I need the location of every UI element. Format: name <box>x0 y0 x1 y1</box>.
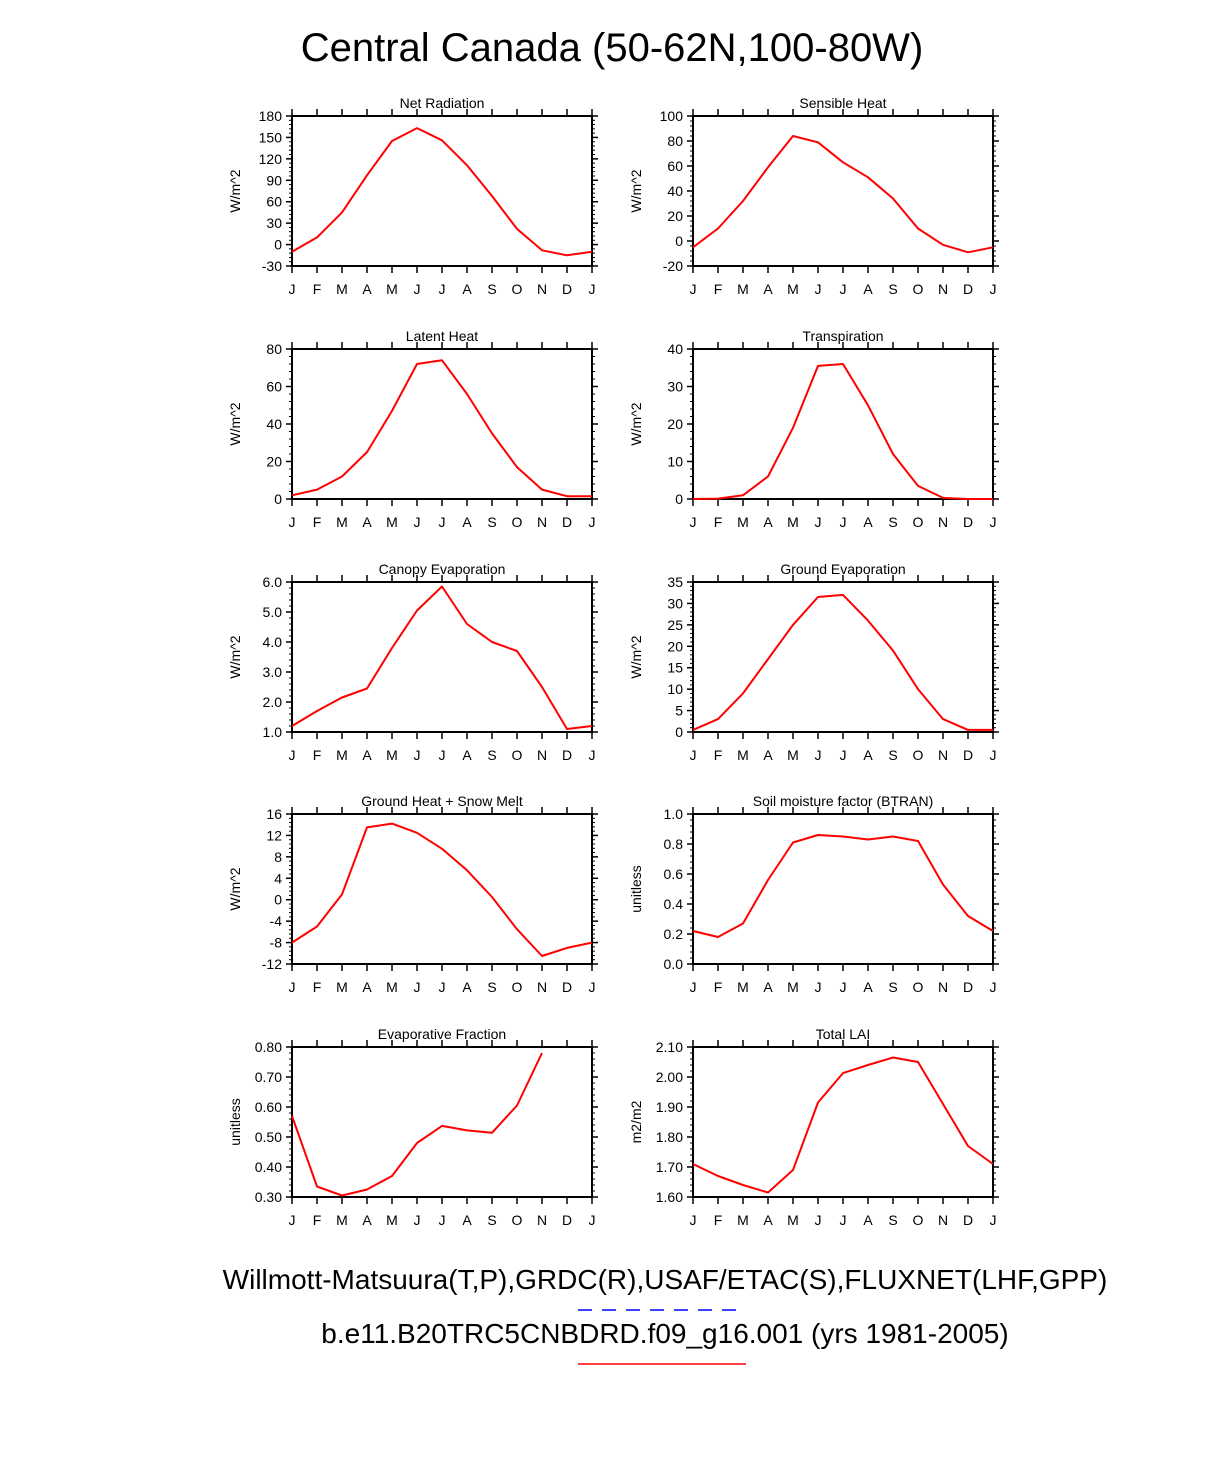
model-series-line <box>292 1053 542 1196</box>
panel-title: Sensible Heat <box>799 95 887 111</box>
x-tick-label: D <box>962 979 974 995</box>
x-tick-label: N <box>536 1212 548 1228</box>
y-tick-label: 4.0 <box>262 634 282 650</box>
x-tick-label: M <box>737 1212 749 1228</box>
x-tick-label: M <box>787 1212 799 1228</box>
x-tick-label: D <box>561 514 573 530</box>
model-series-line <box>693 595 993 730</box>
x-tick-label: F <box>312 979 322 995</box>
x-tick-label: A <box>462 514 472 530</box>
x-tick-label: J <box>989 747 997 763</box>
plot-frame <box>693 116 993 266</box>
x-tick-label: F <box>312 281 322 297</box>
panel-transpiration <box>628 328 999 530</box>
x-tick-label: D <box>561 1212 573 1228</box>
x-tick-label: J <box>839 979 847 995</box>
x-tick-label: M <box>386 747 398 763</box>
y-tick-label: 15 <box>667 659 683 676</box>
x-tick-label: M <box>386 979 398 995</box>
y-tick-label: 0.70 <box>254 1069 282 1085</box>
x-tick-label: J <box>814 514 822 530</box>
x-tick-label: M <box>737 747 749 763</box>
x-tick-label: J <box>814 747 822 763</box>
x-tick-label: J <box>588 1212 596 1228</box>
x-tick-label: D <box>561 979 573 995</box>
x-tick-label: S <box>487 1212 497 1228</box>
x-tick-label: M <box>336 281 348 297</box>
y-axis-label: W/m^2 <box>227 402 243 446</box>
y-tick-label: 20 <box>667 416 683 432</box>
panel-soil-moisture-factor-btran- <box>628 793 999 995</box>
x-tick-label: A <box>763 1212 773 1228</box>
x-tick-label: A <box>763 281 773 297</box>
y-tick-label: 0.50 <box>254 1129 282 1145</box>
panel-title: Transpiration <box>802 328 884 344</box>
x-tick-label: M <box>737 979 749 995</box>
y-tick-label: 20 <box>667 208 683 224</box>
model-legend-label: b.e11.B20TRC5CNBDRD.f09_g16.001 (yrs 1981-2005) <box>321 1318 1009 1349</box>
x-tick-label: J <box>588 747 596 763</box>
x-tick-label: J <box>689 1212 697 1228</box>
x-tick-label: N <box>536 514 548 530</box>
x-tick-label: O <box>511 1212 523 1228</box>
y-tick-label: 0 <box>274 236 282 253</box>
x-tick-label: M <box>386 1212 398 1228</box>
panel-title: Soil moisture factor (BTRAN) <box>752 793 934 809</box>
x-tick-label: J <box>814 979 822 995</box>
x-tick-label: M <box>336 747 348 763</box>
y-tick-label: 0.4 <box>663 896 683 912</box>
y-axis-label: unitless <box>628 865 644 913</box>
x-tick-label: S <box>888 747 898 763</box>
x-tick-label: N <box>937 281 949 297</box>
x-tick-label: F <box>312 514 322 530</box>
x-tick-label: J <box>413 747 421 763</box>
y-tick-label: 10 <box>667 681 683 698</box>
x-tick-label: O <box>511 281 523 297</box>
y-tick-label: 6.0 <box>262 574 282 590</box>
x-tick-label: N <box>937 1212 949 1228</box>
y-tick-label: 0 <box>274 891 282 908</box>
y-tick-label: 20 <box>266 453 282 470</box>
model-series-line <box>693 364 993 499</box>
y-tick-label: 0.8 <box>663 836 683 852</box>
model-series-line <box>693 1058 993 1193</box>
panel-title: Ground Evaporation <box>780 561 906 577</box>
y-tick-label: 5.0 <box>262 604 282 620</box>
x-tick-label: S <box>487 514 497 530</box>
y-tick-label: 3.0 <box>262 664 282 680</box>
x-tick-label: M <box>336 1212 348 1228</box>
y-tick-label: 0.30 <box>254 1189 282 1205</box>
model-series-line <box>292 824 592 956</box>
y-tick-label: 40 <box>667 183 683 199</box>
x-tick-label: M <box>336 979 348 995</box>
y-tick-label: 0 <box>274 491 282 507</box>
panel-latent-heat <box>227 328 598 530</box>
x-tick-label: F <box>713 979 723 995</box>
y-tick-label: 0 <box>675 724 683 740</box>
y-tick-label: 0.40 <box>254 1159 282 1175</box>
x-tick-label: J <box>588 514 596 530</box>
y-tick-label: 2.0 <box>262 694 282 710</box>
x-tick-label: S <box>487 747 497 763</box>
y-axis-label: m2/m2 <box>628 1100 644 1144</box>
y-tick-label: 30 <box>266 215 282 232</box>
x-tick-label: J <box>438 747 446 763</box>
y-tick-label: 90 <box>266 172 282 189</box>
y-tick-label: 1.0 <box>262 724 282 740</box>
x-tick-label: D <box>962 747 974 763</box>
x-tick-label: F <box>713 747 723 763</box>
x-tick-label: S <box>487 979 497 995</box>
y-tick-label: 1.80 <box>655 1129 683 1145</box>
x-tick-label: M <box>386 514 398 530</box>
x-tick-label: S <box>888 979 898 995</box>
y-tick-label: 0.60 <box>254 1099 282 1115</box>
x-tick-label: J <box>989 514 997 530</box>
x-tick-label: M <box>386 281 398 297</box>
obs-legend-label: Willmott-Matsuura(T,P),GRDC(R),USAF/ETAC(S),FLUXNET(LHF,GPP) <box>222 1264 1108 1295</box>
x-tick-label: A <box>362 747 372 763</box>
x-tick-label: J <box>839 1212 847 1228</box>
x-tick-label: O <box>912 1212 924 1228</box>
y-tick-label: 60 <box>266 193 282 210</box>
x-tick-label: S <box>888 281 898 297</box>
plot-frame <box>292 116 592 266</box>
x-tick-label: N <box>536 747 548 763</box>
y-tick-label: 12 <box>266 827 282 844</box>
x-tick-label: O <box>912 281 924 297</box>
x-tick-label: A <box>863 281 873 297</box>
x-tick-label: M <box>737 281 749 297</box>
y-tick-label: 10 <box>667 453 683 470</box>
model-series-line <box>292 360 592 496</box>
panel-ground-evaporation <box>628 561 999 763</box>
plot-frame <box>693 349 993 499</box>
y-tick-label: -30 <box>261 258 282 274</box>
x-tick-label: D <box>561 747 573 763</box>
y-tick-label: 2.00 <box>655 1069 683 1085</box>
panel-canopy-evaporation <box>227 561 598 763</box>
y-tick-label: 8 <box>274 848 282 865</box>
x-tick-label: A <box>462 979 472 995</box>
y-tick-label: 100 <box>659 108 683 124</box>
x-tick-label: D <box>962 1212 974 1228</box>
x-tick-label: A <box>462 1212 472 1228</box>
x-tick-label: F <box>713 281 723 297</box>
y-axis-label: W/m^2 <box>227 635 243 679</box>
panel-title: Evaporative Fraction <box>377 1026 507 1042</box>
x-tick-label: N <box>536 281 548 297</box>
x-tick-label: J <box>413 281 421 297</box>
x-tick-label: J <box>288 281 296 297</box>
x-tick-label: A <box>863 1212 873 1228</box>
x-tick-label: J <box>689 514 697 530</box>
panel-evaporative-fraction <box>227 1026 598 1228</box>
y-tick-label: 1.90 <box>655 1099 683 1115</box>
plot-frame <box>292 814 592 964</box>
y-tick-label: 30 <box>667 595 683 612</box>
x-tick-label: J <box>413 514 421 530</box>
x-tick-label: J <box>438 281 446 297</box>
y-tick-label: 0.0 <box>663 956 683 972</box>
y-tick-label: 80 <box>266 341 282 357</box>
y-tick-label: -12 <box>261 956 282 972</box>
panel-total-lai <box>628 1026 999 1228</box>
x-tick-label: O <box>912 979 924 995</box>
y-tick-label: 1.60 <box>655 1189 683 1205</box>
y-axis-label: W/m^2 <box>628 169 644 213</box>
y-tick-label: 30 <box>667 378 683 395</box>
panel-ground-heat-snow-melt <box>227 793 598 995</box>
plot-frame <box>292 1047 592 1197</box>
y-axis-label: W/m^2 <box>628 402 644 446</box>
x-tick-label: A <box>863 514 873 530</box>
x-tick-label: S <box>888 1212 898 1228</box>
x-tick-label: A <box>362 1212 372 1228</box>
x-tick-label: A <box>362 979 372 995</box>
x-tick-label: A <box>863 747 873 763</box>
y-tick-label: -8 <box>269 934 282 951</box>
x-tick-label: O <box>912 514 924 530</box>
x-tick-label: O <box>511 979 523 995</box>
y-axis-label: W/m^2 <box>227 169 243 213</box>
x-tick-label: A <box>462 747 472 763</box>
y-tick-label: 150 <box>258 129 282 146</box>
y-tick-label: 0.6 <box>663 866 683 882</box>
x-tick-label: A <box>362 281 372 297</box>
x-tick-label: J <box>413 979 421 995</box>
panel-net-radiation <box>227 95 598 297</box>
y-tick-label: 60 <box>667 158 683 174</box>
x-tick-label: A <box>863 979 873 995</box>
y-tick-label: 40 <box>667 341 683 357</box>
x-tick-label: S <box>487 281 497 297</box>
x-tick-label: M <box>336 514 348 530</box>
figure-title: Central Canada (50-62N,100-80W) <box>300 26 924 70</box>
panel-title: Total LAI <box>815 1026 871 1042</box>
x-tick-label: J <box>413 1212 421 1228</box>
y-tick-label: 120 <box>258 150 282 167</box>
y-tick-label: 60 <box>266 378 282 395</box>
plot-frame <box>292 582 592 732</box>
x-tick-label: J <box>438 979 446 995</box>
y-tick-label: 40 <box>266 416 282 432</box>
x-tick-label: J <box>989 281 997 297</box>
y-tick-label: -4 <box>269 913 282 930</box>
x-tick-label: O <box>511 514 523 530</box>
panel-title: Canopy Evaporation <box>378 561 506 577</box>
y-tick-label: 2.10 <box>655 1039 683 1055</box>
model-series-line <box>292 128 592 255</box>
plot-frame <box>292 349 592 499</box>
x-tick-label: M <box>737 514 749 530</box>
x-tick-label: F <box>713 514 723 530</box>
x-tick-label: J <box>588 281 596 297</box>
x-tick-label: J <box>288 1212 296 1228</box>
x-tick-label: J <box>689 281 697 297</box>
model-series-line <box>693 835 993 937</box>
x-tick-label: J <box>839 281 847 297</box>
plot-frame <box>693 1047 993 1197</box>
y-tick-label: 20 <box>667 638 683 655</box>
x-tick-label: J <box>588 979 596 995</box>
x-tick-label: M <box>787 979 799 995</box>
x-tick-label: F <box>312 747 322 763</box>
x-tick-label: J <box>989 1212 997 1228</box>
x-tick-label: M <box>787 281 799 297</box>
panel-title: Net Radiation <box>399 95 485 111</box>
x-tick-label: D <box>962 281 974 297</box>
x-tick-label: D <box>561 281 573 297</box>
x-tick-label: J <box>989 979 997 995</box>
x-tick-label: J <box>839 747 847 763</box>
x-tick-label: J <box>288 747 296 763</box>
y-tick-label: 35 <box>667 574 683 590</box>
x-tick-label: S <box>888 514 898 530</box>
x-tick-label: J <box>689 747 697 763</box>
y-tick-label: 1.0 <box>663 806 683 822</box>
x-tick-label: F <box>713 1212 723 1228</box>
y-tick-label: 4 <box>274 870 282 887</box>
y-axis-label: unitless <box>227 1098 243 1146</box>
x-tick-label: J <box>689 979 697 995</box>
y-tick-label: 0 <box>675 491 683 507</box>
x-tick-label: J <box>288 514 296 530</box>
panel-sensible-heat <box>628 95 999 297</box>
y-tick-label: -20 <box>662 258 683 274</box>
x-tick-label: J <box>288 979 296 995</box>
y-axis-label: W/m^2 <box>227 867 243 911</box>
x-tick-label: A <box>462 281 472 297</box>
x-tick-label: J <box>814 1212 822 1228</box>
y-tick-label: 5 <box>675 702 683 719</box>
y-axis-label: W/m^2 <box>628 635 644 679</box>
x-tick-label: A <box>763 979 773 995</box>
x-tick-label: N <box>937 514 949 530</box>
x-tick-label: A <box>763 747 773 763</box>
x-tick-label: J <box>814 281 822 297</box>
x-tick-label: N <box>937 747 949 763</box>
model-series-line <box>292 587 592 730</box>
x-tick-label: O <box>912 747 924 763</box>
plot-frame <box>693 582 993 732</box>
y-tick-label: 80 <box>667 133 683 149</box>
y-tick-label: 180 <box>258 108 282 124</box>
model-series-line <box>693 136 993 252</box>
x-tick-label: J <box>438 514 446 530</box>
x-tick-label: O <box>511 747 523 763</box>
panel-title: Latent Heat <box>405 328 479 344</box>
x-tick-label: N <box>536 979 548 995</box>
x-tick-label: N <box>937 979 949 995</box>
y-tick-label: 16 <box>266 806 282 822</box>
x-tick-label: A <box>362 514 372 530</box>
panel-title: Ground Heat + Snow Melt <box>361 793 523 809</box>
y-tick-label: 25 <box>667 616 683 633</box>
y-tick-label: 0 <box>675 233 683 249</box>
y-tick-label: 0.2 <box>663 926 683 942</box>
x-tick-label: J <box>839 514 847 530</box>
x-tick-label: A <box>763 514 773 530</box>
y-tick-label: 0.80 <box>254 1039 282 1055</box>
x-tick-label: F <box>312 1212 322 1228</box>
x-tick-label: J <box>438 1212 446 1228</box>
y-tick-label: 1.70 <box>655 1159 683 1175</box>
x-tick-label: M <box>787 747 799 763</box>
x-tick-label: M <box>787 514 799 530</box>
x-tick-label: D <box>962 514 974 530</box>
